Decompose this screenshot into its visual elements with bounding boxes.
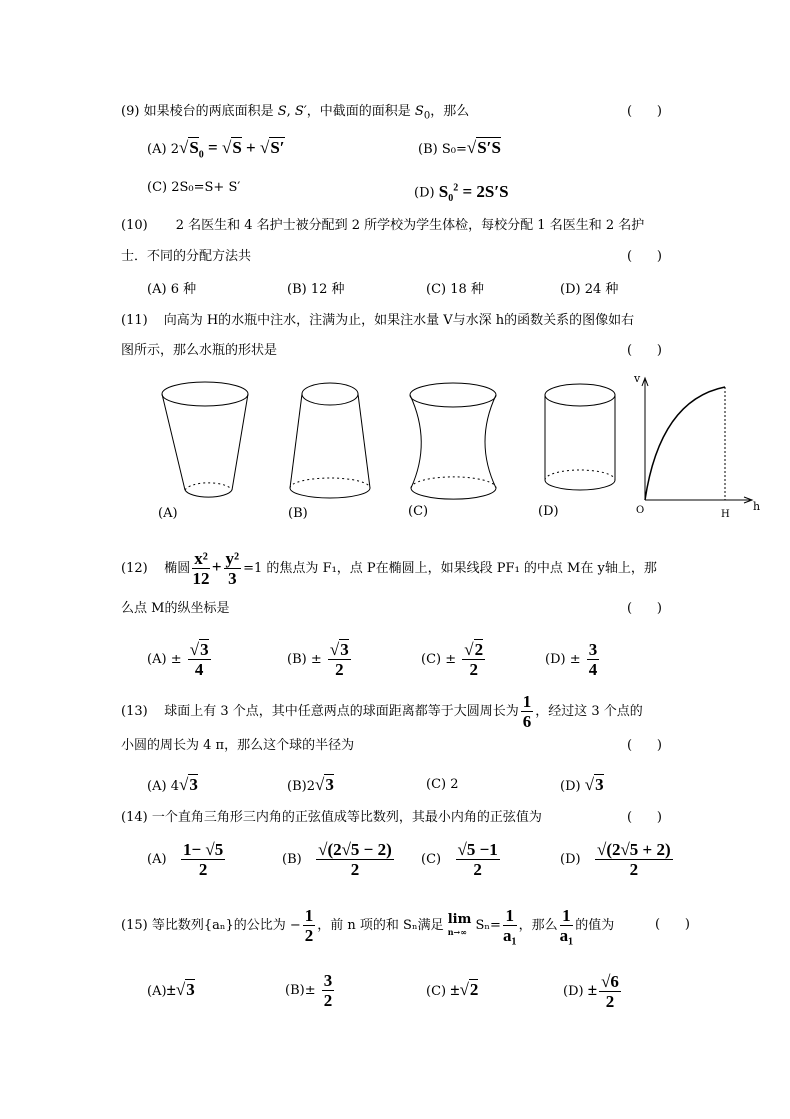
q9-number: (9) (121, 104, 140, 119)
q10-text2: 士．不同的分配方法共 (121, 249, 252, 264)
q9-stem: (9) 如果棱台的两底面积是 S, S′，中截面的面积是 $S_0$，那么 (121, 104, 470, 122)
q9-s: S (277, 104, 287, 119)
option-label: (D) (563, 984, 584, 999)
q9-a-coef: 2 (170, 142, 179, 157)
q9-a-s: S (232, 138, 242, 157)
q9-sp: S′ (294, 104, 307, 119)
numerator: √(2√5 − 2) (318, 840, 392, 859)
numerator: √(2√5 + 2) (596, 840, 671, 859)
q13-option-a: (A) 4√3 (147, 775, 198, 794)
numerator: 1 (560, 906, 574, 926)
denominator: a₁ (502, 926, 517, 945)
q13-text2: ，经过这 3 个点的 (535, 704, 643, 719)
q12-number: (12) (121, 561, 148, 576)
denominator: 2 (473, 860, 482, 879)
numerator: 1 (522, 692, 532, 711)
q11-text: 向高为 H的水瓶中注水，注满为止，如果注水量 V与水深 h的函数关系的图像如右 (163, 313, 635, 328)
q9-a-eq: = (208, 138, 218, 157)
option-label: (B) (287, 282, 307, 297)
q10-answer-blank[interactable]: ( ) (627, 249, 662, 264)
q14-stem (121, 808, 542, 828)
q9-b-lhs: S₀= (441, 142, 467, 157)
coef: 2 (306, 779, 315, 794)
q15-option-d (563, 971, 623, 1011)
denominator: 2 (198, 860, 208, 879)
graph-h-mark: H (721, 509, 730, 520)
numerator: 1 (304, 906, 314, 925)
q13-text: 球面上有 3 个点，其中任意两点的球面距离都等于大圆周长为 (164, 704, 519, 719)
q13-option-d: (D) √3 (560, 775, 604, 794)
q13-text3: 小圆的周长为 4 π，那么这个球的半径为 (121, 738, 355, 753)
option-label: (C) (421, 852, 442, 867)
plus-minus: ± (170, 652, 182, 667)
denominator: 6 (522, 712, 532, 731)
option-label: (C) (421, 652, 442, 667)
numerator: 3 (200, 640, 209, 659)
option-label: (D) (414, 185, 435, 201)
numerator: √6 (601, 972, 619, 991)
q9-a-sp: S′ (270, 138, 285, 157)
plus-minus: ± (166, 980, 176, 999)
q15-option-b (285, 971, 336, 1010)
option-label: (C) (426, 984, 447, 999)
numerator: 3 (323, 971, 333, 990)
figure-label-b: (B) (288, 506, 308, 521)
vessel-a (162, 382, 248, 497)
q14-option-a (147, 840, 227, 879)
q9-answer-blank[interactable]: ( ) (627, 104, 662, 119)
option-label: (A) (147, 282, 167, 297)
q15-text3: ，那么 (518, 918, 558, 933)
plus-minus: ± (569, 652, 581, 667)
option-label: (B) (418, 142, 438, 157)
q9-option-a: (A) $2√S_0 = √S + √S'$ (147, 138, 285, 161)
q9-text3: ，那么 (430, 104, 470, 119)
figure-label-d: (D) (538, 504, 559, 519)
q15-stem (121, 906, 614, 945)
q15-text: 等比数列{aₙ}的公比为 − (151, 918, 301, 933)
numerator: 3 (588, 640, 598, 659)
q15-ratio (303, 906, 316, 945)
denominator: 2 (304, 926, 314, 945)
q9-text: 如果棱台的两底面积是 (143, 104, 274, 119)
q15-limit (447, 911, 472, 938)
q13-option-b: (B)2√3 (287, 775, 334, 794)
option-label: (D) (545, 652, 566, 667)
option-label: (A) (147, 984, 167, 999)
q15-answer-blank[interactable]: ( ) (655, 917, 690, 932)
q10-number: (10) (121, 218, 148, 233)
vessel-c (410, 383, 496, 499)
radicand: 3 (325, 775, 334, 794)
q10-text: 2 名医生和 4 名护士被分配到 2 所学校为学生体检，每校分配 1 名医生和 2 名护 (175, 218, 645, 233)
q9-a-plus: + (246, 138, 256, 157)
q9-text2: ，中截面的面积是 (306, 104, 411, 119)
plus-minus: ± (445, 652, 457, 667)
q12-option-d (545, 640, 601, 679)
radicand: 2 (469, 980, 479, 999)
volume-depth-graph (642, 378, 752, 503)
q13-option-c (426, 775, 459, 795)
denominator: 2 (605, 992, 615, 1011)
q13-stem (121, 692, 643, 731)
q14-text: 一个直角三角形三内角的正弦值成等比数列，其最小内角的正弦值为 (151, 810, 542, 825)
graph-x-label: h (753, 500, 761, 513)
q14-answer-blank[interactable]: ( ) (627, 810, 662, 825)
q12-answer-blank[interactable]: ( ) (627, 601, 662, 616)
option-label: (C) (426, 282, 447, 297)
option-label: (D) (560, 779, 581, 794)
option-label: (A) (147, 852, 167, 867)
lim-sub: n→∞ (447, 926, 467, 937)
q14-option-b (282, 840, 396, 879)
v-h-curve (645, 387, 725, 500)
denominator: 2 (335, 660, 344, 679)
q13-fraction (521, 692, 534, 731)
radicand: 3 (186, 980, 195, 999)
option-label: (B) (282, 852, 302, 867)
coef: 4 (170, 779, 179, 794)
q9-option-b: (B) S₀=√S′S (418, 138, 501, 157)
radicand: 3 (595, 775, 604, 794)
plus: + (211, 557, 222, 576)
denominator: a₁ (559, 926, 574, 945)
option-label: (B) (287, 652, 307, 667)
q12-text3: 么点 M的纵坐标是 (121, 601, 230, 616)
denominator: 12 (192, 569, 210, 588)
numerator: 2 (474, 640, 484, 659)
q12-option-a: (A) ± $\frac{√3}{4}$ (147, 640, 209, 679)
q12-text: 椭圆 (164, 561, 191, 576)
option-label: (D) (560, 282, 581, 297)
option-label: (A) (147, 652, 167, 667)
option-label: (B) (287, 779, 307, 794)
plus-minus: ± (304, 983, 316, 998)
option-text: 24 种 (584, 282, 619, 297)
denominator: 2 (469, 660, 478, 679)
denominator: 4 (588, 660, 598, 679)
q12-option-b: (B) ± $\frac{√3}{2}$ (287, 640, 349, 679)
q15-number: (15) (121, 918, 148, 933)
q11-number: (11) (121, 313, 148, 328)
q9-a-s0: S (189, 138, 199, 157)
vessel-b (290, 383, 370, 498)
q9-sub: 0 (423, 110, 431, 122)
q9-s0: S (414, 104, 424, 119)
q14-number: (14) (121, 810, 148, 825)
numerator: y² (225, 549, 240, 568)
denominator: 2 (350, 860, 360, 879)
denominator: 3 (228, 569, 237, 588)
lim: lim (447, 911, 472, 927)
option-text: 12 种 (310, 282, 345, 297)
numerator: 1 (503, 906, 517, 926)
q13-number: (13) (121, 704, 148, 719)
q9-d-text: = 2S′S (462, 181, 509, 201)
q11-text2: 图所示，那么水瓶的形状是 (121, 343, 278, 358)
numerator: 3 (340, 640, 349, 659)
option-label: (A) (147, 779, 167, 794)
q15-text2: ，前 n 项的和 Sₙ满足 (317, 918, 444, 933)
radicand: 3 (189, 775, 198, 794)
value: 2 (450, 777, 459, 792)
q11-answer-blank[interactable]: ( ) (627, 343, 662, 358)
q15-frac-a1 (503, 906, 517, 945)
option-label: (C) (426, 777, 447, 792)
graph-y-label: v (634, 372, 641, 385)
vessel-d (545, 384, 615, 490)
q15-frac-a1-2 (560, 906, 574, 945)
q15-option-a: (A)±√3 (147, 980, 195, 999)
numerator: x² (194, 549, 208, 568)
q14-option-c (421, 840, 502, 879)
option-text: 6 种 (170, 282, 197, 297)
figure-label-a: (A) (158, 506, 178, 521)
q15-sn: Sₙ= (475, 918, 501, 933)
option-text: 18 种 (450, 282, 484, 297)
plus-minus: ± (587, 980, 598, 999)
q12-option-c: (C) ± $\frac{√2}{2}$ (421, 640, 484, 679)
option-label: (D) (560, 852, 581, 867)
q9-c-text: 2S₀=S+ S′ (171, 180, 241, 195)
q13-answer-blank[interactable]: ( ) (627, 738, 662, 753)
q14-option-d (560, 840, 675, 879)
plus-minus: ± (310, 652, 322, 667)
q12-frac-x (192, 549, 210, 588)
denominator: 4 (194, 660, 204, 679)
q12-frac-y (224, 549, 242, 588)
denominator: 2 (629, 860, 639, 879)
numerator: 1− √5 (182, 840, 224, 859)
q9-option-d: (D) $S_0^2 = 2S'S$ (414, 181, 509, 205)
q12-text2: =1 的焦点为 F₁，点 P在椭圆上，如果线段 PF₁ 的中点 M在 y轴上，那 (243, 561, 657, 576)
option-label: (A) (147, 142, 167, 157)
q12-stem (121, 548, 657, 588)
figure-label-c: (C) (408, 504, 429, 519)
plus-minus: ± (450, 980, 460, 999)
q15-option-c: (C) ±√2 (426, 980, 479, 999)
graph-origin: O (636, 505, 645, 516)
q9-b-rad: S′S (477, 138, 501, 157)
option-label: (C) (147, 180, 168, 195)
q15-text4: 的值为 (575, 918, 615, 933)
option-label: (B) (285, 983, 305, 998)
numerator: √5 −1 (457, 840, 498, 859)
denominator: 2 (323, 991, 333, 1010)
